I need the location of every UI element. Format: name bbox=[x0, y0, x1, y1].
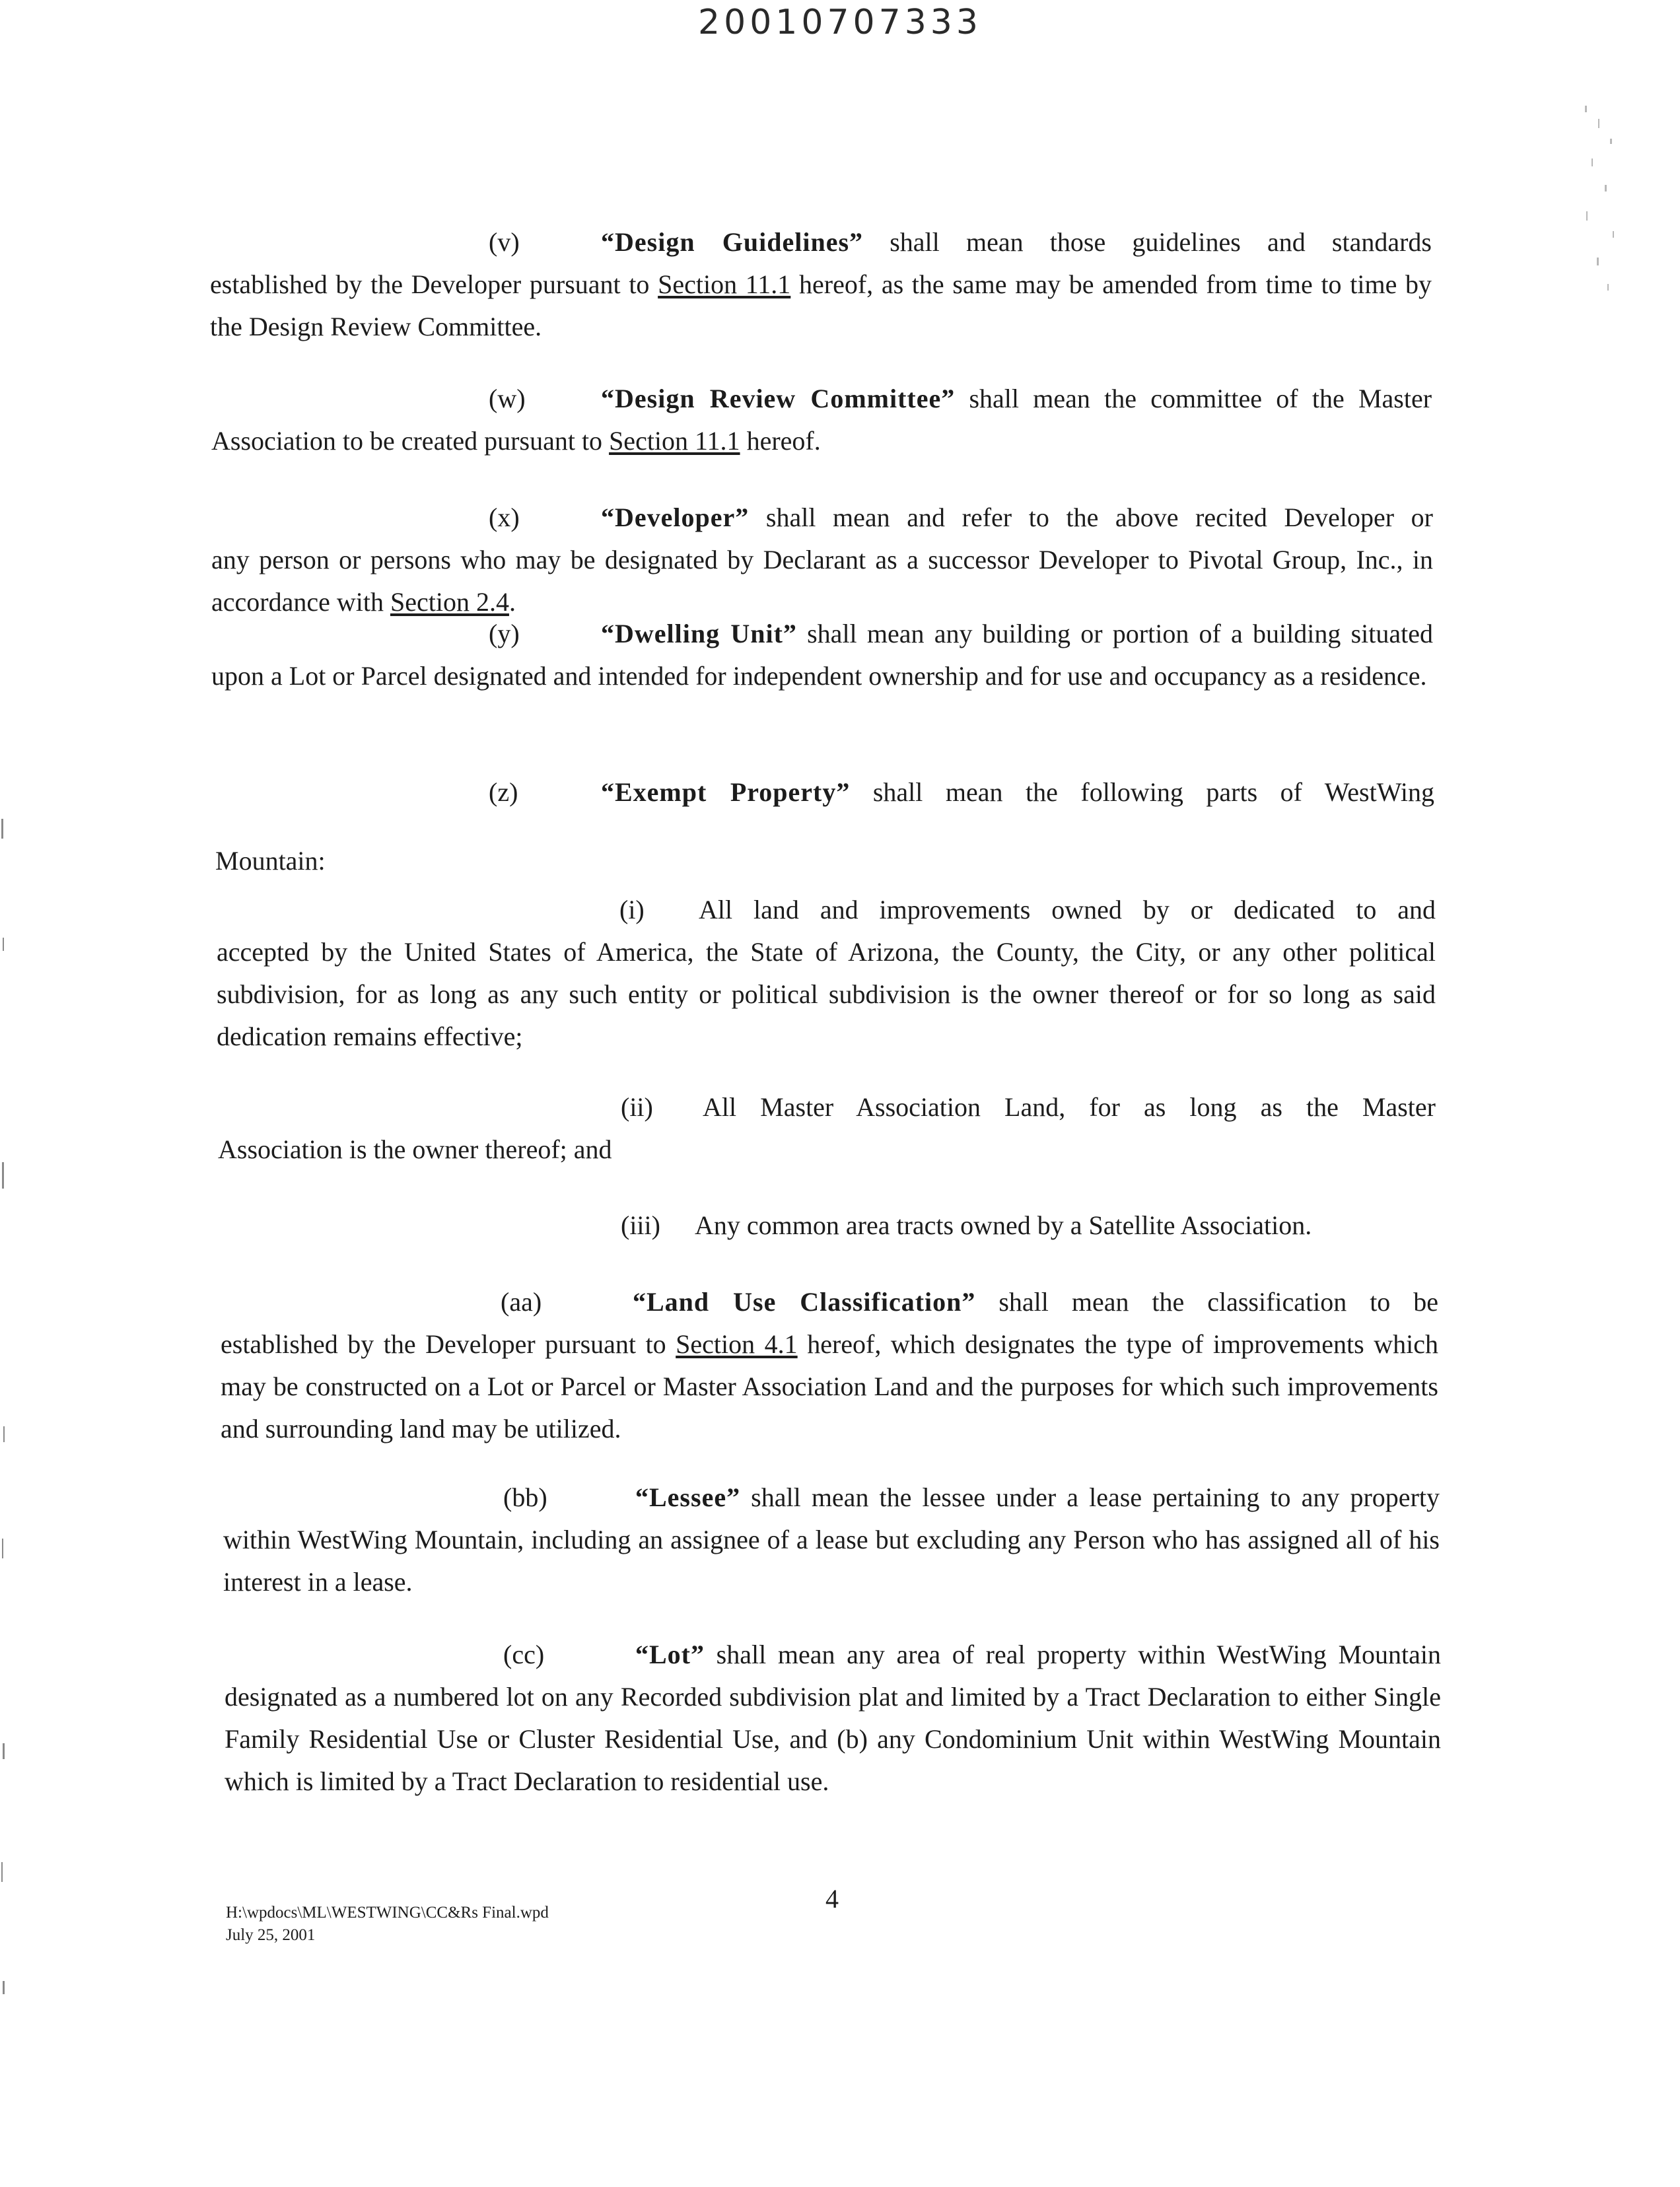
defined-term: “Design Review Committee” bbox=[601, 384, 956, 413]
clause-marker: (v) bbox=[489, 227, 520, 257]
defined-term: “Dwelling Unit” bbox=[601, 619, 797, 648]
defined-term: “Design Guidelines” bbox=[601, 227, 864, 257]
subclause-ii: (ii) All Master Association Land, for as long as the Master Association is the owner thereof; and bbox=[218, 1086, 1436, 1171]
subclause-marker: (i) bbox=[619, 895, 645, 924]
subclause-iii bbox=[621, 1204, 1312, 1247]
file-path: H:\wpdocs\ML\WESTWING\CC&Rs Final.wpd bbox=[226, 1904, 549, 1922]
clause-marker: (x) bbox=[489, 503, 520, 532]
clause-v: (v) “Design Guidelines” shall mean those guidelines and standards established by the Developer pursuant to Section 11.1 hereof, as the same may be amended from time to time by the Design Review Committee. bbox=[210, 221, 1432, 348]
clause-z: (z) “Exempt Property” shall mean the following parts of WestWing Mountain: bbox=[215, 771, 1434, 882]
defined-term: “Lessee” bbox=[635, 1482, 741, 1512]
clause-y: (y) “Dwelling Unit” shall mean any building or portion of a building situated upon a Lot or Parcel designated and intended for independent ownership and for use and occupancy as a residence. bbox=[211, 613, 1433, 697]
footer-date: July 25, 2001 bbox=[226, 1926, 316, 1944]
recording-number: 20010707333 bbox=[698, 3, 982, 42]
page-number: 4 bbox=[825, 1884, 839, 1914]
subclause-marker: (iii) bbox=[621, 1210, 660, 1240]
clause-marker: (y) bbox=[489, 619, 520, 648]
subclause-marker: (ii) bbox=[621, 1092, 653, 1122]
subclause-i: (i) All land and improvements owned by or dedicated to and accepted by the United States of America, the State of Arizona, the County, the City, or any other political subdivision, for as long as any such entity or political subdivision is the owner thereof or for so long as said dedication remains effective; bbox=[217, 889, 1436, 1058]
section-reference: Section 2.4 bbox=[390, 587, 509, 617]
clause-marker: (bb) bbox=[503, 1482, 547, 1512]
clause-cc: (cc) “Lot” shall mean any area of real property within WestWing Mountain designated as a numbered lot on any Recorded subdivision plat and limited by a Tract Declaration to either Single Family Residential Use or Cluster Residential Use, and (b) any Condominium Unit within WestWing Mountain which is limited by a Tract Declaration to residential use. bbox=[225, 1634, 1441, 1803]
subclause-text: Any common area tracts owned by a Satellite Association. bbox=[695, 1210, 1312, 1240]
defined-term: “Land Use Classification” bbox=[633, 1287, 976, 1317]
clause-bb: (bb) “Lessee” shall mean the lessee under a lease pertaining to any property within WestWing Mountain, including an assignee of a lease but excluding any Person who has assigned all of his interest in a lease. bbox=[223, 1476, 1440, 1603]
defined-term: “Lot” bbox=[635, 1640, 705, 1669]
section-reference: Section 4.1 bbox=[676, 1329, 798, 1359]
clause-marker: (aa) bbox=[501, 1287, 542, 1317]
scan-artifact bbox=[1578, 99, 1625, 304]
document-footer bbox=[226, 1902, 549, 1947]
section-reference: Section 11.1 bbox=[609, 426, 740, 456]
clause-x: (x) “Developer” shall mean and refer to the above recited Developer or any person or persons who may be designated by Declarant as a successor Developer to Pivotal Group, Inc., in accordance with Section 2.4. bbox=[211, 497, 1433, 623]
defined-term: “Exempt Property” bbox=[601, 777, 851, 807]
clause-marker: (z) bbox=[489, 777, 518, 807]
clause-aa: (aa) “Land Use Classification” shall mean the classification to be established by the Developer pursuant to Section 4.1 hereof, which designates the type of improvements which may be constructed on a Lot or Parcel or Master Association Land and the purposes for which such improvements and surrounding land may be utilized. bbox=[221, 1281, 1438, 1450]
defined-term: “Developer” bbox=[601, 503, 750, 532]
clause-w: (w) “Design Review Committee” shall mean the committee of the Master Association to be created pursuant to Section 11.1 hereof. bbox=[211, 378, 1432, 462]
scan-edge-marks bbox=[0, 792, 13, 2014]
clause-marker: (cc) bbox=[503, 1640, 545, 1669]
section-reference: Section 11.1 bbox=[658, 269, 791, 299]
clause-marker: (w) bbox=[489, 384, 526, 413]
